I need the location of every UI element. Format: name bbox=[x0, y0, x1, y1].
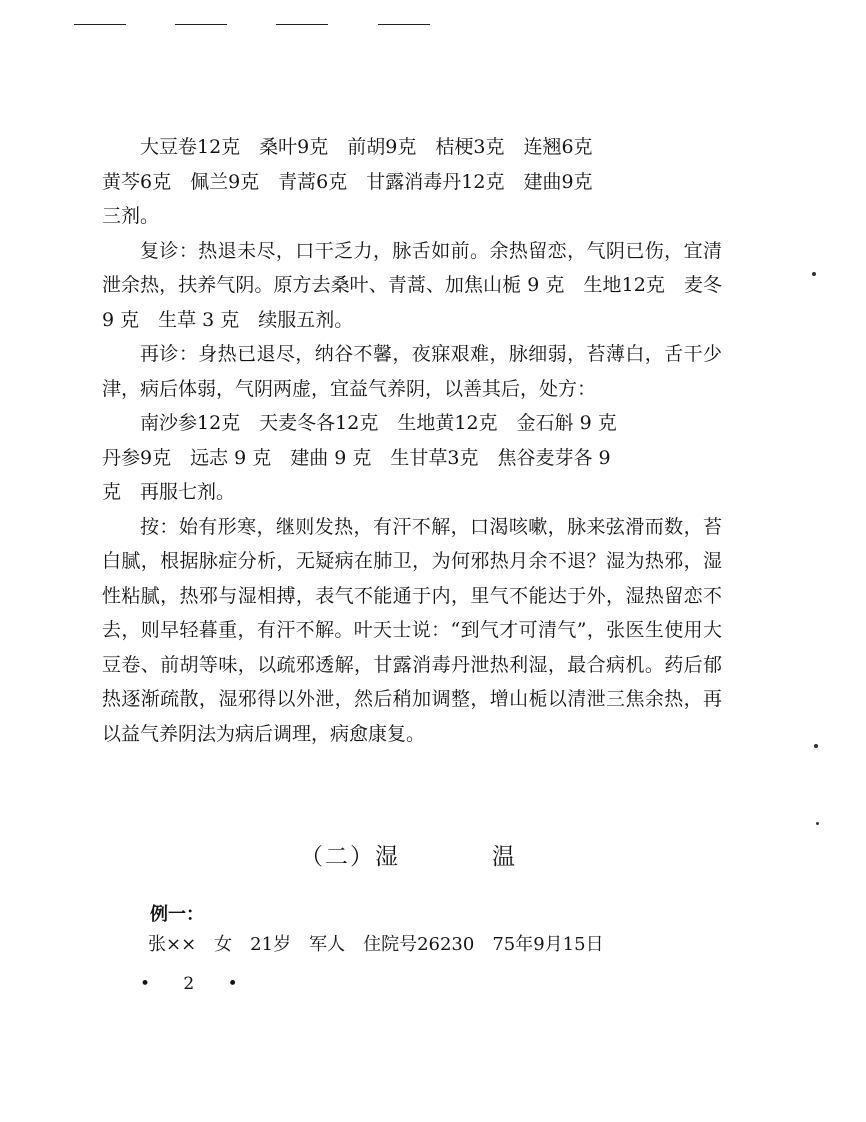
header-rule bbox=[276, 24, 328, 25]
header-rule bbox=[378, 24, 430, 25]
section-title-prefix: （二）湿 bbox=[300, 844, 400, 870]
prescription-line: 黄芩6克 佩兰9克 青蒿6克 甘露消毒丹12克 建曲9克 bbox=[102, 170, 593, 193]
header-rule bbox=[175, 24, 227, 25]
body-text bbox=[102, 130, 722, 751]
scan-speck bbox=[812, 272, 816, 276]
scan-speck bbox=[814, 744, 818, 748]
page-number: • 2 • bbox=[140, 974, 252, 994]
case-info: 张×× 女 21岁 军人 住院号26230 75年9月15日 bbox=[148, 934, 604, 955]
case-label: 例一： bbox=[150, 904, 204, 925]
scan-speck bbox=[816, 822, 819, 825]
prescription-line: 大豆卷12克 桑叶9克 前胡9克 桔梗3克 连翘6克 bbox=[140, 136, 593, 158]
section-title bbox=[300, 838, 517, 871]
section-title-suffix: 温 bbox=[492, 844, 517, 870]
prescription-line: 三剂。 bbox=[102, 205, 160, 227]
prescription-line: 克 再服七剂。 bbox=[102, 481, 236, 503]
header-rule bbox=[74, 24, 126, 25]
revisit-paragraph: 复诊：热退未尽，口干乏力，脉舌如前。余热留恋，气阴已伤，宜清泄余热，扶养气阴。原方去桑叶、青蒿、加焦山栀 9 克 生地12克 麦冬 9 克 生草 3 克 续服五剂。 bbox=[102, 239, 722, 331]
revisit-paragraph: 再诊：身热已退尽，纳谷不馨，夜寐艰难，脉细弱，苔薄白，舌干少津，病后体弱，气阴两虚，宜益气养阴，以善其后，处方： bbox=[102, 343, 722, 400]
prescription-line: 丹参9克 远志 9 克 建曲 9 克 生甘草3克 焦谷麦芽各 9 bbox=[102, 446, 611, 469]
commentary-paragraph: 按：始有形寒，继则发热，有汗不解，口渴咳嗽，脉来弦滑而数，苔白腻，根据脉症分析，无疑病在肺卫，为何邪热月余不退？湿为热邪，湿性粘腻，热邪与湿相搏，表气不能通于内，里气不能达于外，湿热留恋不去，则早轻暮重，有汗不解。叶天士说：“到气才可清气”，张医生使用大豆卷、前胡等味，以疏邪透解，甘露消毒丹泄热利湿，最合病机。药后郁热逐渐疏散，湿邪得以外泄，然后稍加调整，增山栀以清泄三焦余热，再以益气养阴法为病后调理，病愈康复。 bbox=[102, 515, 722, 745]
prescription-line: 南沙参12克 天麦冬各12克 生地黄12克 金石斛 9 克 bbox=[140, 412, 617, 434]
